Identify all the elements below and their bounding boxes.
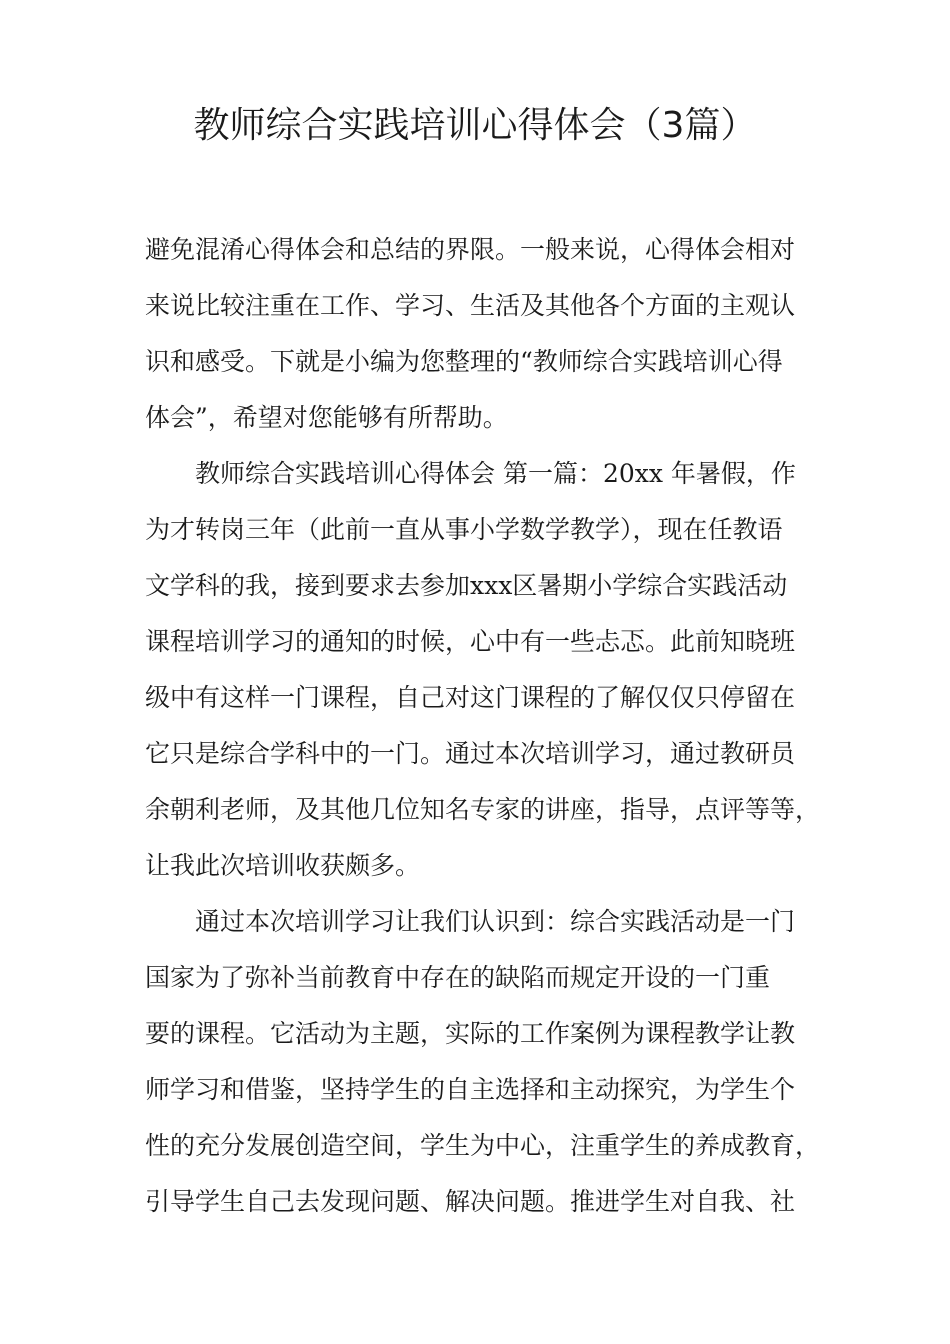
paragraph-line: 级中有这样一门课程，自己对这门课程的了解仅仅只停留在 — [145, 683, 796, 712]
paragraph-line: 它只是综合学科中的一门。通过本次培训学习，通过教研员 — [145, 739, 796, 768]
paragraph-line: 让我此次培训收获颇多。 — [145, 851, 421, 880]
paragraph-line: 师学习和借鉴，坚持学生的自主选择和主动探究，为学生个 — [145, 1075, 796, 1104]
paragraph-line: 文学科的我，接到要求去参加xxx区暑期小学综合实践活动 — [145, 571, 788, 600]
paragraph-line: 体会”，希望对您能够有所帮助。 — [145, 403, 508, 432]
paragraph-line: 余朝利老师，及其他几位知名专家的讲座，指导，点评等等， — [145, 795, 821, 824]
paragraph-line: 课程培训学习的通知的时候，心中有一些忐忑。此前知晓班 — [145, 627, 796, 656]
paragraph-line: 识和感受。下就是小编为您整理的“教师综合实践培训心得 — [145, 347, 783, 376]
paragraph-line: 要的课程。它活动为主题，实际的工作案例为课程教学让教 — [145, 1019, 796, 1048]
paragraph-line: 教师综合实践培训心得体会 第一篇：20xx 年暑假，作 — [195, 459, 796, 488]
paragraph-line: 来说比较注重在工作、学习、生活及其他各个方面的主观认 — [145, 291, 796, 320]
paragraph-line: 性的充分发展创造空间，学生为中心，注重学生的养成教育， — [145, 1131, 821, 1160]
paragraph-line: 避免混淆心得体会和总结的界限。一般来说，心得体会相对 — [145, 235, 796, 264]
paragraph-line: 为才转岗三年（此前一直从事小学数学教学），现在任教语 — [145, 515, 783, 544]
paragraph-line: 引导学生自己去发现问题、解决问题。推进学生对自我、社 — [145, 1187, 796, 1216]
paragraph-line: 国家为了弥补当前教育中存在的缺陷而规定开设的一门重 — [145, 963, 771, 992]
document-title: 教师综合实践培训心得体会（3篇） — [193, 105, 757, 146]
paragraph-line: 通过本次培训学习让我们认识到：综合实践活动是一门 — [195, 907, 796, 936]
